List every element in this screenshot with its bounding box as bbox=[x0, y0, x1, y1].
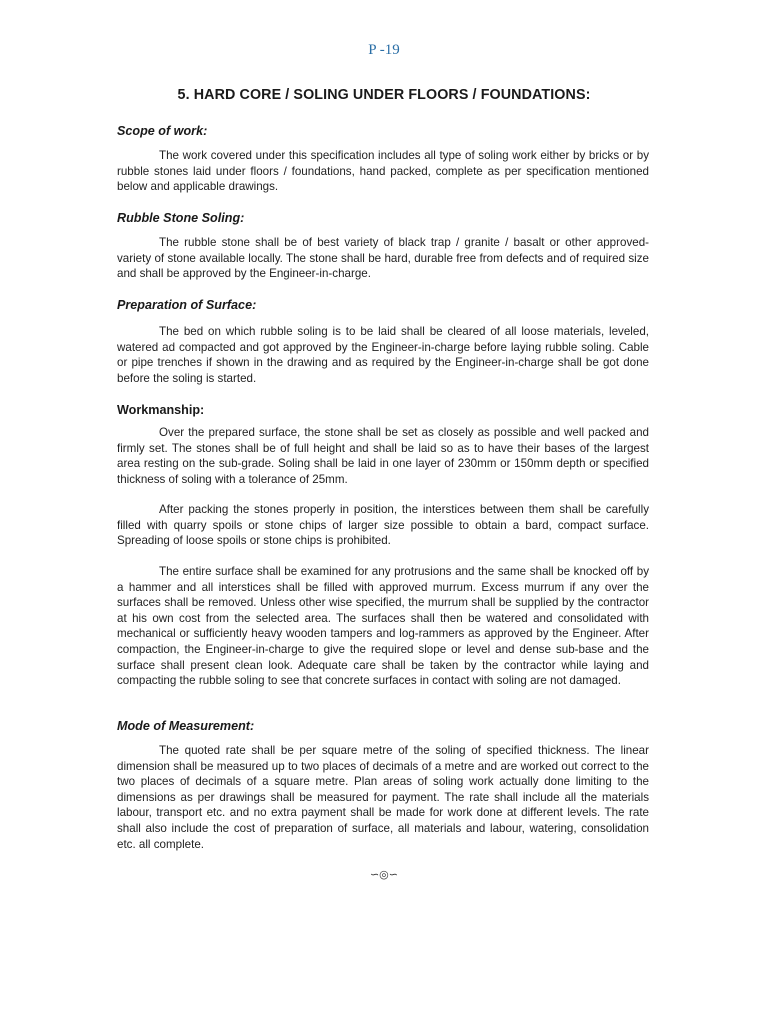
section-title: 5. HARD CORE / SOLING UNDER FLOORS / FOUNDATIONS: bbox=[177, 87, 591, 103]
heading-scope-of-work: Scope of work: bbox=[117, 124, 208, 138]
paragraph-workmanship-2: After packing the stones properly in position, the interstices between them shall be carefully filled with quarry spoils or stone chips of larger size possible to obtain a bard, compact surface. Spreading of loose spoils or stone chips is prohibited. bbox=[117, 503, 649, 548]
paragraph-workmanship-1: Over the prepared surface, the stone shall be set as closely as possible and well packed and firmly set. The stones shall be of full height and shall be laid so as to have their bases of the largest area resting on the sub-grade. Soling shall be laid in one layer of 230mm or 150mm depth or specified thickness of soling with a tolerance of 25mm. bbox=[117, 426, 649, 486]
paragraph-mode-of-measurement: The quoted rate shall be per square metre of the soling of specified thickness. The linear dimension shall be measured up to two places of decimals of a metre and are worked out correct to the two places of decimals of a square metre. Plan areas of soling work actually done limiting to the dimensions as per drawings shall be measured for payment. The rate shall include all the materials labour, transport etc. and no extra payment shall be made for work done at different levels. The rate shall also include the cost of preparation of surface, all materials and labour, watering, consolidation etc. all complete. bbox=[117, 744, 649, 851]
page-number: P -19 bbox=[368, 42, 400, 58]
paragraph-rubble-stone-soling: The rubble stone shall be of best variety of black trap / granite / basalt or other approved-variety of stone available locally. The stone shall be hard, durable free from defects and of required size and shall be approved by the Engineer-in-charge. bbox=[117, 236, 649, 281]
heading-mode-of-measurement: Mode of Measurement: bbox=[117, 719, 255, 733]
paragraph-scope-of-work: The work covered under this specification includes all type of soling work either by bricks or by rubble stones laid under floors / foundations, hand packed, complete as per specification mentioned below and applicable drawings. bbox=[117, 149, 649, 194]
paragraph-preparation-of-surface: The bed on which rubble soling is to be laid shall be cleared of all loose materials, leveled, watered ad compacted and got approved by the Engineer-in-charge before laying rubble soling. Cable or pipe trenches if shown in the drawing and as required by the Engineer-in-charge shall be got done before the soling is started. bbox=[117, 325, 649, 385]
paragraph-workmanship-3: The entire surface shall be examined for any protrusions and the same shall be knocked off by a hammer and all interstices shall be filled with approved murrum. Excess murrum if any over the surfaces shall be removed. Unless other wise specified, the murrum shall be supplied by the contractor at his own cost from the selected area. The surfaces shall then be watered and consolidated with mechanical or sufficiently heavy wooden tampers and log-rammers as approved by the Engineer. After compaction, the Engineer-in-charge to give the required slope or level and dense sub-base and the surface shall present clean look. Adequate care shall be taken by the contractor while laying and compacting the rubble soling to see that concrete surfaces in contact with soling are not damaged. bbox=[117, 565, 649, 688]
heading-workmanship: Workmanship: bbox=[117, 403, 205, 417]
heading-preparation-of-surface: Preparation of Surface: bbox=[117, 298, 257, 312]
heading-rubble-stone-soling: Rubble Stone Soling: bbox=[117, 211, 245, 225]
end-ornament: ∽◎∽ bbox=[369, 868, 399, 881]
